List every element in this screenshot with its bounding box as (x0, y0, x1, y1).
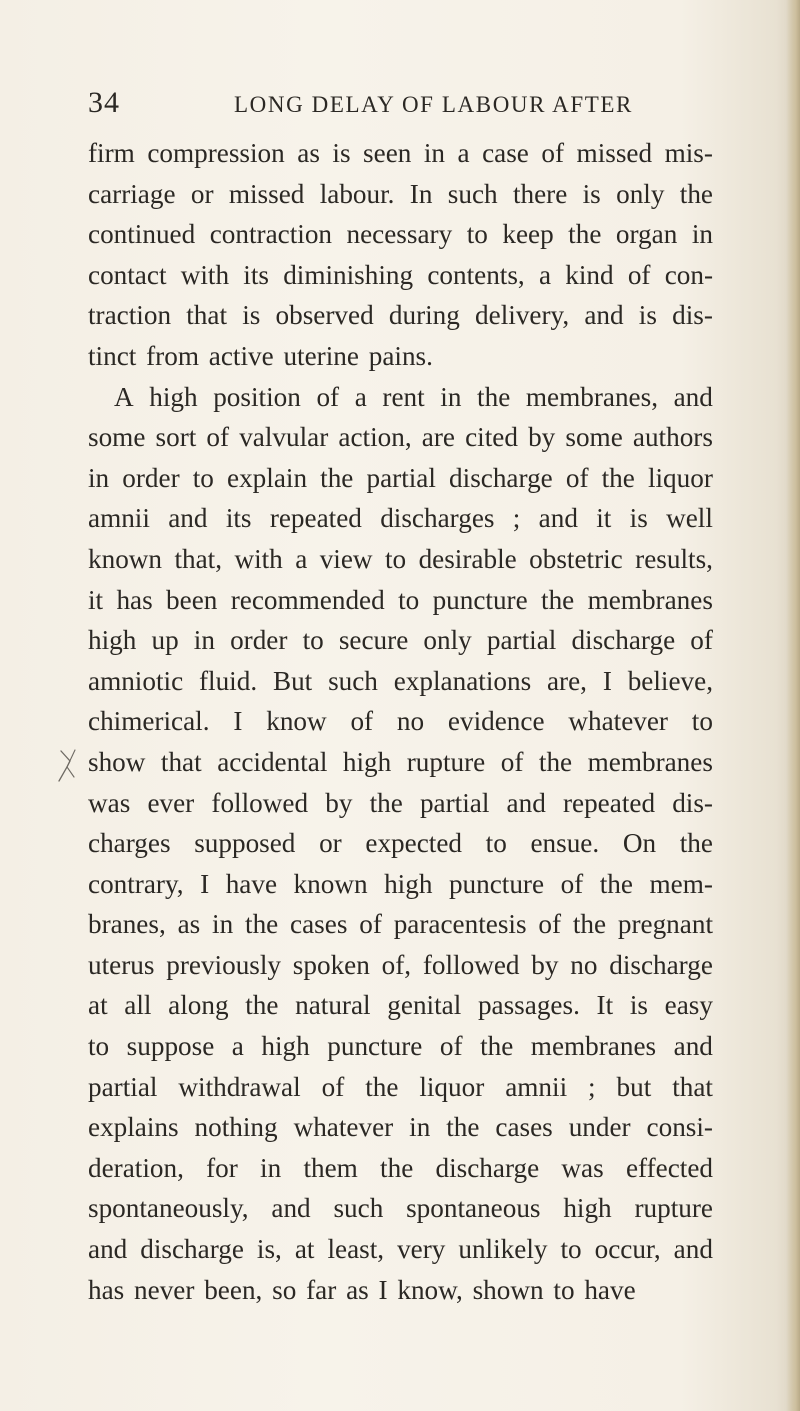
text-line: partial withdrawal of the liquor amnii ; but that (88, 1071, 713, 1102)
text-line: continued contraction necessary to keep the organ in (88, 219, 713, 250)
margin-x-mark (55, 747, 81, 785)
text-line: at all along the natural genital passages. It is easy (88, 990, 713, 1021)
text-line: high up in order to secure only partial discharge of (88, 625, 713, 656)
text-line: tinct from active uterine pains. (88, 340, 433, 371)
text-line: traction that is observed during delivery, and is dis- (88, 300, 713, 331)
body-text (88, 133, 713, 1310)
text-line: explains nothing whatever in the cases under consi- (88, 1112, 713, 1143)
text-line: branes, as in the cases of paracentesis of the pregnant (88, 909, 713, 940)
text-line: amnii and its repeated discharges ; and it is well (88, 503, 713, 534)
page-number: 34 (88, 86, 120, 119)
text-line: uterus previously spoken of, followed by no discharge (88, 949, 713, 980)
text-line: known that, with a view to desirable obstetric results, (88, 543, 713, 574)
text-line: carriage or missed labour. In such there is only the (88, 178, 713, 209)
text-line: and discharge is, at least, very unlikely to occur, and (88, 1234, 713, 1265)
text-line: contact with its diminishing contents, a kind of con- (88, 259, 713, 290)
text-line: was ever followed by the partial and repeated dis- (88, 787, 713, 818)
running-head: LONG DELAY OF LABOUR AFTER (234, 92, 633, 117)
text-line: firm compression as is seen in a case of missed mis- (88, 138, 713, 168)
text-line: some sort of valvular action, are cited by some authors (88, 422, 713, 453)
text-line: has never been, so far as I know, shown to have (88, 1274, 636, 1305)
text-line: show that accidental high rupture of the membranes (88, 746, 713, 777)
text-line: amniotic fluid. But such explanations are, I believe, (88, 665, 713, 696)
page-edge-shadow (786, 0, 800, 1411)
page-header (88, 86, 728, 126)
text-line: deration, for in them the discharge was effected (88, 1152, 713, 1183)
text-line: in order to explain the partial discharge of the liquor (88, 462, 713, 493)
text-line: it has been recommended to puncture the membranes (88, 584, 713, 615)
text-line: charges supposed or expected to ensue. On the (88, 828, 713, 859)
text-line: contrary, I have known high puncture of the mem- (88, 868, 713, 899)
text-line: chimerical. I know of no evidence whatever to (88, 706, 713, 737)
text-line: A high position of a rent in the membranes, and (114, 381, 713, 412)
text-line: to suppose a high puncture of the membranes and (88, 1031, 713, 1062)
text-line: spontaneously, and such spontaneous high rupture (88, 1193, 713, 1224)
